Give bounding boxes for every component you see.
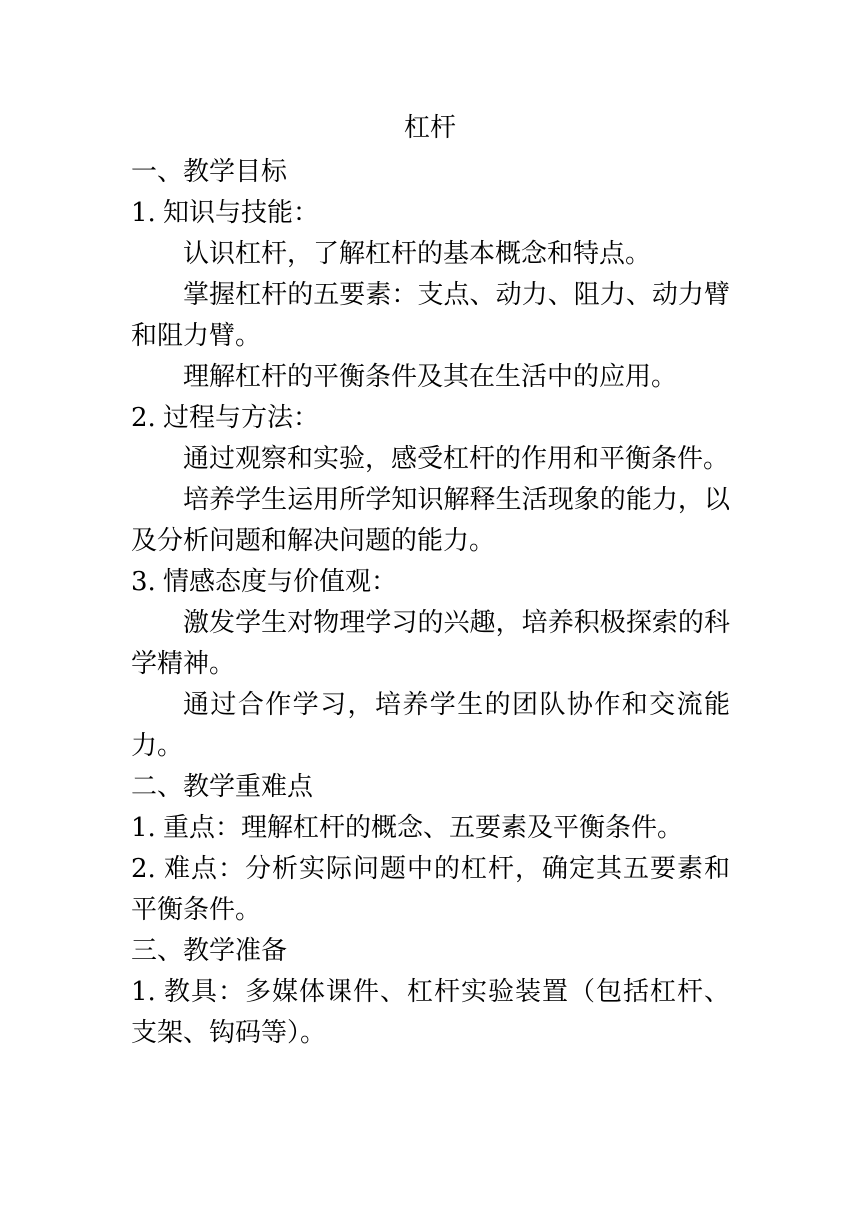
list-item: [131, 849, 730, 931]
section-heading-key-points: 二、教学重难点: [131, 772, 314, 802]
paragraph: 理解杠杆的平衡条件及其在生活中的应用。: [183, 362, 678, 392]
list-item-text: 教具：多媒体课件、杠杆实验装置（包括杠杆、支架、钩码等）。: [131, 977, 730, 1048]
section-heading-objectives: 一、教学目标: [131, 157, 288, 187]
subsection-process: [131, 398, 730, 439]
list-number: 1.: [131, 198, 156, 228]
document-title: 杠杆: [403, 113, 456, 143]
subsection-label: 过程与方法：: [163, 403, 320, 433]
list-item: [131, 972, 730, 1054]
paragraph: 认识杠杆，了解杠杆的基本概念和特点。: [183, 239, 652, 269]
list-item: [131, 808, 730, 849]
document-body: [131, 152, 730, 1054]
list-number: 1.: [131, 977, 156, 1007]
paragraph: 掌握杠杆的五要素：支点、动力、阻力、动力臂和阻力臂。: [131, 280, 730, 351]
paragraph: 培养学生运用所学知识解释生活现象的能力，以及分析问题和解决问题的能力。: [131, 485, 730, 556]
list-item-text: 重点：理解杠杆的概念、五要素及平衡条件。: [163, 813, 684, 843]
subsection-attitude: [131, 562, 730, 603]
subsection-knowledge: [131, 193, 730, 234]
list-number: 3.: [131, 567, 156, 597]
list-item-text: 难点：分析实际问题中的杠杆，确定其五要素和平衡条件。: [131, 854, 730, 925]
list-number: 2.: [131, 403, 156, 433]
list-number: 2.: [131, 854, 156, 884]
list-number: 1.: [131, 813, 156, 843]
subsection-label: 知识与技能：: [163, 198, 320, 228]
paragraph: 通过合作学习，培养学生的团队协作和交流能力。: [131, 690, 730, 761]
paragraph: 通过观察和实验，感受杠杆的作用和平衡条件。: [183, 444, 730, 474]
subsection-label: 情感态度与价值观：: [163, 567, 398, 597]
paragraph: 激发学生对物理学习的兴趣，培养积极探索的科学精神。: [131, 608, 730, 679]
section-heading-preparation: 三、教学准备: [131, 936, 288, 966]
